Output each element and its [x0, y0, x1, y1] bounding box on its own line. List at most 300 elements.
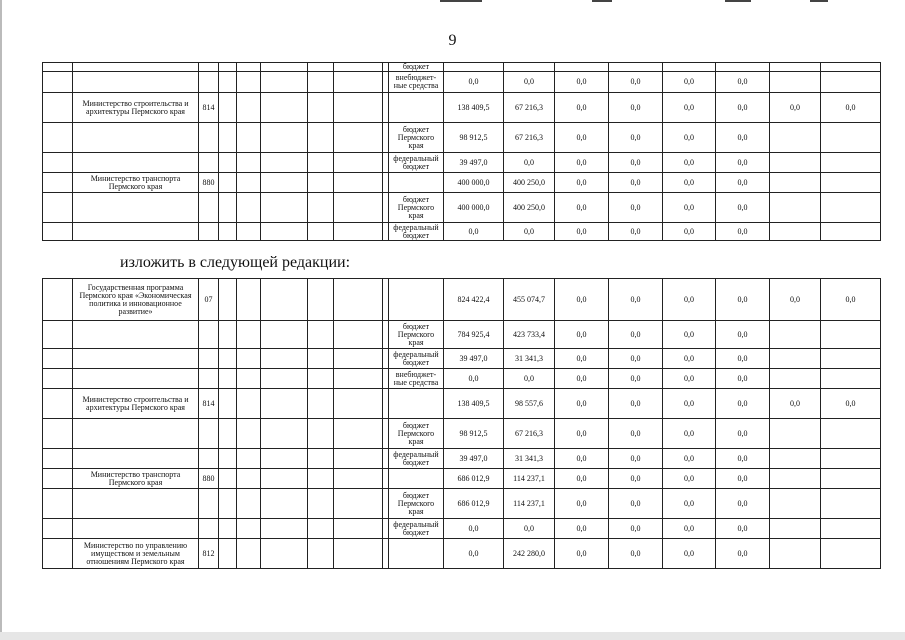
blank-cell [261, 223, 308, 241]
owner-name-cell [73, 193, 199, 223]
amount-cell: 686 012,9 [444, 489, 504, 519]
amount-cell: 0,0 [609, 449, 663, 469]
amount-cell: 0,0 [716, 389, 770, 419]
owner-code-cell: 814 [199, 389, 219, 419]
scan-left-edge [0, 0, 2, 640]
blank-cell [261, 193, 308, 223]
blank-cell [237, 519, 261, 539]
funding-source-cell [389, 539, 444, 569]
blank-cell [219, 519, 237, 539]
amount-cell: 0,0 [609, 223, 663, 241]
blank-cell [237, 469, 261, 489]
table-row [43, 389, 881, 419]
amount-cell: 67 216,3 [504, 419, 555, 449]
amount-cell: 0,0 [555, 72, 609, 93]
row-index-cell [43, 369, 73, 389]
funding-source-cell: бюджет Пермского края [389, 419, 444, 449]
amount-cell: 0,0 [609, 519, 663, 539]
budget-table-new [42, 278, 881, 569]
table-row [43, 349, 881, 369]
amount-cell: 98 912,5 [444, 419, 504, 449]
blank-cell [219, 93, 237, 123]
table-row [43, 519, 881, 539]
owner-code-cell [199, 489, 219, 519]
funding-source-cell [389, 93, 444, 123]
amount-cell [444, 63, 504, 72]
blank-cell [219, 321, 237, 349]
amount-cell [821, 369, 881, 389]
blank-cell [237, 449, 261, 469]
amount-cell: 0,0 [504, 369, 555, 389]
blank-cell [261, 93, 308, 123]
owner-name-cell: Государственная программа Пермского края «Экономическая политика и инновационное развитие» [73, 279, 199, 321]
amount-cell: 0,0 [609, 419, 663, 449]
blank-cell [308, 419, 334, 449]
amount-cell [821, 193, 881, 223]
amount-cell: 0,0 [716, 419, 770, 449]
amount-cell: 0,0 [716, 93, 770, 123]
section-heading: изложить в следующей редакции: [120, 254, 351, 271]
table-row [43, 173, 881, 193]
owner-name-cell [73, 63, 199, 72]
blank-cell [261, 419, 308, 449]
blank-cell [261, 539, 308, 569]
blank-cell [308, 123, 334, 153]
amount-cell: 0,0 [555, 519, 609, 539]
amount-cell: 0,0 [555, 419, 609, 449]
blank-cell [308, 389, 334, 419]
amount-cell: 0,0 [504, 223, 555, 241]
scan-top-marks [0, 0, 905, 4]
blank-cell [237, 63, 261, 72]
blank-cell [219, 72, 237, 93]
amount-cell [716, 63, 770, 72]
blank-cell [334, 469, 383, 489]
amount-cell [555, 63, 609, 72]
funding-source-cell [389, 279, 444, 321]
amount-cell [770, 489, 821, 519]
amount-cell: 0,0 [821, 279, 881, 321]
amount-cell: 0,0 [716, 321, 770, 349]
blank-cell [334, 449, 383, 469]
owner-name-cell: Министерство строительства и архитектуры Пермского края [73, 93, 199, 123]
blank-cell [308, 93, 334, 123]
amount-cell: 0,0 [555, 173, 609, 193]
blank-cell [334, 72, 383, 93]
amount-cell: 824 422,4 [444, 279, 504, 321]
amount-cell [821, 63, 881, 72]
blank-cell [261, 349, 308, 369]
funding-source-cell: бюджет [389, 63, 444, 72]
blank-cell [308, 369, 334, 389]
blank-cell [237, 279, 261, 321]
blank-cell [308, 63, 334, 72]
amount-cell: 0,0 [663, 223, 716, 241]
table-row [43, 63, 881, 72]
amount-cell [821, 153, 881, 173]
amount-cell: 0,0 [716, 223, 770, 241]
row-index-cell [43, 153, 73, 173]
owner-name-cell [73, 349, 199, 369]
amount-cell: 0,0 [716, 279, 770, 321]
blank-cell [334, 153, 383, 173]
amount-cell: 400 000,0 [444, 173, 504, 193]
blank-cell [261, 63, 308, 72]
owner-name-cell [73, 153, 199, 173]
amount-cell [770, 193, 821, 223]
blank-cell [334, 223, 383, 241]
table-row [43, 449, 881, 469]
owner-code-cell [199, 449, 219, 469]
amount-cell: 0,0 [609, 279, 663, 321]
amount-cell [821, 539, 881, 569]
amount-cell: 0,0 [609, 72, 663, 93]
owner-code-cell [199, 369, 219, 389]
amount-cell: 0,0 [663, 193, 716, 223]
amount-cell: 0,0 [444, 223, 504, 241]
amount-cell: 0,0 [555, 469, 609, 489]
funding-source-cell: федеральный бюджет [389, 519, 444, 539]
funding-source-cell: федеральный бюджет [389, 153, 444, 173]
amount-cell: 0,0 [663, 153, 716, 173]
table-row [43, 193, 881, 223]
blank-cell [334, 193, 383, 223]
owner-name-cell [73, 369, 199, 389]
blank-cell [261, 449, 308, 469]
amount-cell: 0,0 [609, 153, 663, 173]
amount-cell: 0,0 [555, 279, 609, 321]
row-index-cell [43, 519, 73, 539]
amount-cell: 67 216,3 [504, 123, 555, 153]
amount-cell: 114 237,1 [504, 469, 555, 489]
table-row [43, 419, 881, 449]
amount-cell: 0,0 [555, 123, 609, 153]
amount-cell: 98 912,5 [444, 123, 504, 153]
owner-code-cell [199, 123, 219, 153]
amount-cell: 0,0 [555, 489, 609, 519]
row-index-cell [43, 419, 73, 449]
amount-cell: 0,0 [716, 469, 770, 489]
row-index-cell [43, 223, 73, 241]
amount-cell: 0,0 [555, 193, 609, 223]
table-row [43, 279, 881, 321]
owner-code-cell: 812 [199, 539, 219, 569]
amount-cell: 0,0 [609, 389, 663, 419]
amount-cell: 0,0 [609, 469, 663, 489]
amount-cell: 242 280,0 [504, 539, 555, 569]
scan-bottom-edge [0, 632, 905, 640]
blank-cell [237, 489, 261, 519]
amount-cell: 0,0 [821, 93, 881, 123]
blank-cell [237, 369, 261, 389]
owner-code-cell [199, 419, 219, 449]
blank-cell [261, 153, 308, 173]
blank-cell [261, 72, 308, 93]
owner-name-cell [73, 519, 199, 539]
amount-cell: 0,0 [770, 389, 821, 419]
blank-cell [334, 173, 383, 193]
amount-cell: 0,0 [663, 123, 716, 153]
row-index-cell [43, 469, 73, 489]
amount-cell: 0,0 [663, 469, 716, 489]
blank-cell [237, 72, 261, 93]
funding-source-cell: федеральный бюджет [389, 449, 444, 469]
amount-cell: 400 000,0 [444, 193, 504, 223]
blank-cell [261, 279, 308, 321]
blank-cell [261, 173, 308, 193]
blank-cell [219, 469, 237, 489]
blank-cell [334, 349, 383, 369]
amount-cell: 0,0 [609, 321, 663, 349]
blank-cell [334, 279, 383, 321]
blank-cell [261, 389, 308, 419]
amount-cell: 0,0 [504, 519, 555, 539]
amount-cell: 0,0 [663, 72, 716, 93]
amount-cell [770, 369, 821, 389]
amount-cell: 67 216,3 [504, 93, 555, 123]
amount-cell: 0,0 [555, 349, 609, 369]
amount-cell: 0,0 [716, 349, 770, 369]
table-row [43, 93, 881, 123]
amount-cell: 0,0 [555, 223, 609, 241]
amount-cell: 0,0 [663, 419, 716, 449]
row-index-cell [43, 539, 73, 569]
amount-cell: 0,0 [716, 173, 770, 193]
amount-cell: 114 237,1 [504, 489, 555, 519]
owner-code-cell: 07 [199, 279, 219, 321]
table-row [43, 223, 881, 241]
table-row [43, 539, 881, 569]
blank-cell [334, 389, 383, 419]
blank-cell [308, 489, 334, 519]
row-index-cell [43, 279, 73, 321]
amount-cell [770, 469, 821, 489]
amount-cell [821, 72, 881, 93]
amount-cell: 0,0 [609, 123, 663, 153]
blank-cell [219, 349, 237, 369]
amount-cell [770, 449, 821, 469]
blank-cell [308, 349, 334, 369]
owner-code-cell [199, 223, 219, 241]
blank-cell [219, 449, 237, 469]
amount-cell: 0,0 [609, 193, 663, 223]
amount-cell: 0,0 [716, 369, 770, 389]
amount-cell: 98 557,6 [504, 389, 555, 419]
row-index-cell [43, 63, 73, 72]
amount-cell: 0,0 [716, 123, 770, 153]
amount-cell: 0,0 [716, 539, 770, 569]
amount-cell: 31 341,3 [504, 349, 555, 369]
amount-cell [770, 539, 821, 569]
row-index-cell [43, 449, 73, 469]
amount-cell: 0,0 [663, 279, 716, 321]
blank-cell [219, 279, 237, 321]
blank-cell [219, 389, 237, 419]
amount-cell: 0,0 [444, 369, 504, 389]
amount-cell: 455 074,7 [504, 279, 555, 321]
amount-cell [770, 173, 821, 193]
amount-cell: 0,0 [609, 173, 663, 193]
amount-cell: 0,0 [555, 153, 609, 173]
amount-cell [821, 449, 881, 469]
amount-cell [770, 349, 821, 369]
amount-cell [609, 63, 663, 72]
blank-cell [334, 539, 383, 569]
amount-cell: 0,0 [555, 93, 609, 123]
blank-cell [334, 321, 383, 349]
blank-cell [308, 449, 334, 469]
table-row [43, 369, 881, 389]
funding-source-cell [389, 173, 444, 193]
blank-cell [334, 63, 383, 72]
blank-cell [237, 419, 261, 449]
amount-cell: 0,0 [609, 539, 663, 569]
amount-cell [821, 469, 881, 489]
table-row [43, 72, 881, 93]
owner-name-cell [73, 72, 199, 93]
amount-cell: 0,0 [663, 349, 716, 369]
budget-table-old [42, 62, 881, 241]
blank-cell [219, 193, 237, 223]
blank-cell [237, 123, 261, 153]
amount-cell [663, 63, 716, 72]
amount-cell [821, 123, 881, 153]
amount-cell [821, 419, 881, 449]
blank-cell [334, 93, 383, 123]
owner-name-cell: Министерство по управлению имуществом и земельным отношениям Пермского края [73, 539, 199, 569]
amount-cell [821, 321, 881, 349]
amount-cell [770, 223, 821, 241]
blank-cell [308, 539, 334, 569]
amount-cell: 31 341,3 [504, 449, 555, 469]
blank-cell [237, 539, 261, 569]
amount-cell: 0,0 [716, 72, 770, 93]
amount-cell: 0,0 [663, 519, 716, 539]
funding-source-cell: бюджет Пермского края [389, 123, 444, 153]
row-index-cell [43, 72, 73, 93]
amount-cell [770, 419, 821, 449]
amount-cell: 400 250,0 [504, 173, 555, 193]
amount-cell: 0,0 [716, 489, 770, 519]
blank-cell [308, 469, 334, 489]
amount-cell: 0,0 [821, 389, 881, 419]
blank-cell [334, 369, 383, 389]
row-index-cell [43, 321, 73, 349]
blank-cell [219, 123, 237, 153]
table-row [43, 153, 881, 173]
blank-cell [334, 123, 383, 153]
owner-name-cell: Министерство транспорта Пермского края [73, 469, 199, 489]
blank-cell [308, 153, 334, 173]
blank-cell [261, 489, 308, 519]
owner-code-cell: 880 [199, 173, 219, 193]
amount-cell [821, 223, 881, 241]
funding-source-cell: внебюджет-ные средства [389, 369, 444, 389]
owner-code-cell [199, 519, 219, 539]
amount-cell: 0,0 [555, 539, 609, 569]
blank-cell [237, 93, 261, 123]
amount-cell [770, 63, 821, 72]
blank-cell [237, 223, 261, 241]
amount-cell: 0,0 [716, 449, 770, 469]
blank-cell [261, 321, 308, 349]
amount-cell: 138 409,5 [444, 389, 504, 419]
amount-cell: 0,0 [609, 93, 663, 123]
blank-cell [237, 321, 261, 349]
owner-name-cell: Министерство строительства и архитектуры Пермского края [73, 389, 199, 419]
amount-cell: 0,0 [716, 519, 770, 539]
row-index-cell [43, 489, 73, 519]
blank-cell [237, 153, 261, 173]
owner-code-cell [199, 193, 219, 223]
amount-cell: 0,0 [663, 539, 716, 569]
blank-cell [219, 173, 237, 193]
blank-cell [237, 173, 261, 193]
amount-cell: 39 497,0 [444, 349, 504, 369]
amount-cell: 784 925,4 [444, 321, 504, 349]
amount-cell [821, 173, 881, 193]
blank-cell [261, 123, 308, 153]
blank-cell [219, 223, 237, 241]
blank-cell [334, 489, 383, 519]
amount-cell: 0,0 [609, 489, 663, 519]
owner-code-cell [199, 349, 219, 369]
blank-cell [219, 419, 237, 449]
blank-cell [308, 173, 334, 193]
amount-cell: 0,0 [663, 389, 716, 419]
blank-cell [219, 489, 237, 519]
blank-cell [308, 321, 334, 349]
amount-cell: 0,0 [663, 449, 716, 469]
funding-source-cell: бюджет Пермского края [389, 321, 444, 349]
amount-cell: 39 497,0 [444, 153, 504, 173]
amount-cell: 0,0 [504, 153, 555, 173]
blank-cell [219, 369, 237, 389]
row-index-cell [43, 193, 73, 223]
row-index-cell [43, 349, 73, 369]
amount-cell: 0,0 [555, 369, 609, 389]
blank-cell [237, 193, 261, 223]
funding-source-cell: федеральный бюджет [389, 349, 444, 369]
amount-cell [770, 321, 821, 349]
amount-cell: 423 733,4 [504, 321, 555, 349]
blank-cell [261, 469, 308, 489]
amount-cell [770, 72, 821, 93]
amount-cell [770, 519, 821, 539]
amount-cell: 0,0 [609, 369, 663, 389]
amount-cell: 0,0 [555, 321, 609, 349]
blank-cell [237, 389, 261, 419]
row-index-cell [43, 389, 73, 419]
blank-cell [219, 153, 237, 173]
page-number: 9 [448, 32, 457, 49]
amount-cell: 0,0 [504, 72, 555, 93]
owner-name-cell [73, 223, 199, 241]
owner-name-cell [73, 321, 199, 349]
blank-cell [308, 519, 334, 539]
amount-cell: 0,0 [770, 93, 821, 123]
row-index-cell [43, 123, 73, 153]
funding-source-cell: бюджет Пермского края [389, 193, 444, 223]
row-index-cell [43, 173, 73, 193]
row-index-cell [43, 93, 73, 123]
table-row [43, 321, 881, 349]
amount-cell: 0,0 [663, 369, 716, 389]
owner-code-cell [199, 321, 219, 349]
owner-code-cell: 880 [199, 469, 219, 489]
amount-cell: 0,0 [716, 193, 770, 223]
owner-code-cell: 814 [199, 93, 219, 123]
